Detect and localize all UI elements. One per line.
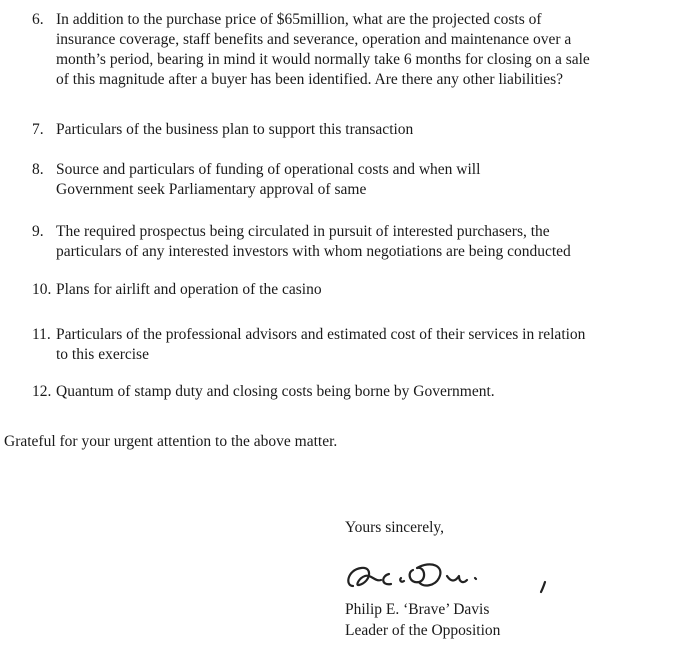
list-item-8	[32, 160, 642, 202]
sign-off: Yours sincerely,	[345, 519, 445, 536]
handwritten-signature	[335, 552, 585, 602]
signatory-name: Philip E. ‘Brave’ Davis	[345, 601, 490, 618]
signatory-title: Leader of the Opposition	[345, 622, 501, 639]
item-text-line: of this magnitude after a buyer has been identified. Are there any other liabilities?	[56, 71, 564, 88]
item-text	[56, 280, 646, 300]
list-item-12	[32, 382, 642, 404]
list-item-11	[32, 325, 642, 367]
list-item-9	[32, 222, 642, 264]
item-text	[56, 160, 646, 200]
item-number: 6.	[32, 11, 44, 28]
item-number: 8.	[32, 161, 44, 178]
item-text-line: In addition to the purchase price of $65million, what are the projected costs of	[56, 11, 542, 28]
item-text-line: month’s period, bearing in mind it would normally take 6 months for closing on a sale	[56, 51, 590, 68]
item-text	[56, 382, 646, 402]
item-number: 11.	[32, 326, 51, 343]
item-text-line: Plans for airlift and operation of the casino	[56, 281, 322, 298]
item-text-line: Particulars of the professional advisors and estimated cost of their services in relation	[56, 326, 586, 343]
list-item-7	[32, 120, 642, 142]
closing-sentence: Grateful for your urgent attention to the above matter.	[4, 433, 338, 450]
item-text	[56, 325, 646, 365]
item-text-line: Quantum of stamp duty and closing costs being borne by Government.	[56, 383, 495, 400]
item-number: 7.	[32, 121, 44, 138]
item-text-line: insurance coverage, staff benefits and severance, operation and maintenance over a	[56, 31, 572, 48]
item-text-line: particulars of any interested investors with whom negotiations are being conducted	[56, 243, 571, 260]
item-text-line: Particulars of the business plan to support this transaction	[56, 121, 414, 138]
item-text	[56, 222, 646, 262]
item-number: 10.	[32, 281, 52, 298]
item-number: 9.	[32, 223, 44, 240]
item-text-line: Government seek Parliamentary approval of same	[56, 181, 367, 198]
item-text	[56, 120, 646, 140]
list-item-6	[32, 10, 642, 92]
item-text-line: Source and particulars of funding of operational costs and when will	[56, 161, 481, 178]
item-text	[56, 10, 646, 90]
list-item-10	[32, 280, 642, 302]
item-text-line: The required prospectus being circulated in pursuit of interested purchasers, the	[56, 223, 550, 240]
item-number: 12.	[32, 383, 52, 400]
item-text-line: to this exercise	[56, 346, 149, 363]
